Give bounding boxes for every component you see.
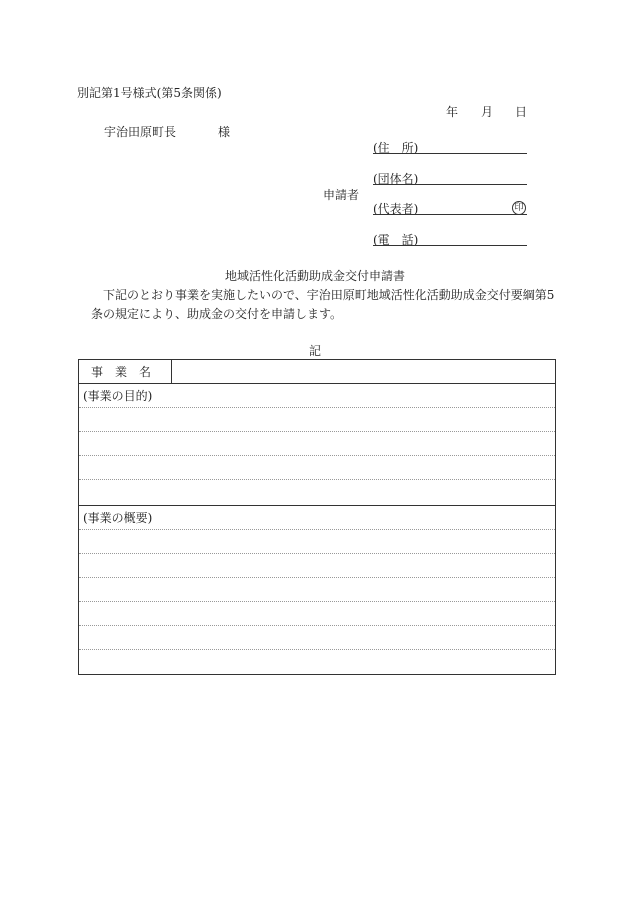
- overview-line[interactable]: [79, 650, 555, 674]
- overview-line[interactable]: [79, 602, 555, 626]
- purpose-line[interactable]: [79, 408, 555, 432]
- project-name-table: [78, 359, 556, 384]
- phone-underline: [373, 245, 527, 246]
- organization-label: (団体名): [373, 172, 419, 186]
- project-name-value[interactable]: [172, 360, 556, 384]
- purpose-line[interactable]: [79, 456, 555, 480]
- date-year: 年: [446, 105, 459, 119]
- form-label: 別記第1号様式(第5条関係): [77, 86, 222, 100]
- overview-line[interactable]: [79, 578, 555, 602]
- addressee-honorific: 様: [218, 125, 231, 139]
- date-day: 日: [515, 105, 528, 119]
- body-line-2: 条の規定により、助成金の交付を申請します。: [91, 307, 343, 321]
- overview-section: [78, 505, 556, 675]
- overview-line[interactable]: [79, 626, 555, 650]
- addressee-name: 宇治田原町長: [104, 125, 177, 139]
- project-name-label: 事 業 名: [79, 360, 172, 384]
- representative-underline: [373, 214, 527, 215]
- overview-label: (事業の概要): [79, 506, 555, 530]
- overview-line[interactable]: [79, 530, 555, 554]
- purpose-line[interactable]: [79, 480, 555, 504]
- applicant-label: 申請者: [323, 188, 360, 202]
- seal-mark: 印: [512, 201, 526, 215]
- date-month: 月: [481, 105, 494, 119]
- document-title: 地域活性化活動助成金交付申請書: [225, 269, 406, 283]
- purpose-section: [78, 383, 556, 506]
- overview-line[interactable]: [79, 554, 555, 578]
- purpose-label: (事業の目的): [79, 384, 555, 408]
- address-label: (住 所): [373, 141, 419, 155]
- organization-underline: [373, 184, 527, 185]
- phone-label: (電 話): [373, 233, 419, 247]
- body-line-1: 下記のとおり事業を実施したいので、宇治田原町地域活性化活動助成金交付要綱第5: [103, 288, 555, 302]
- purpose-line[interactable]: [79, 432, 555, 456]
- representative-label: (代表者): [373, 202, 419, 216]
- address-underline: [373, 153, 527, 154]
- ki-heading: 記: [309, 344, 322, 358]
